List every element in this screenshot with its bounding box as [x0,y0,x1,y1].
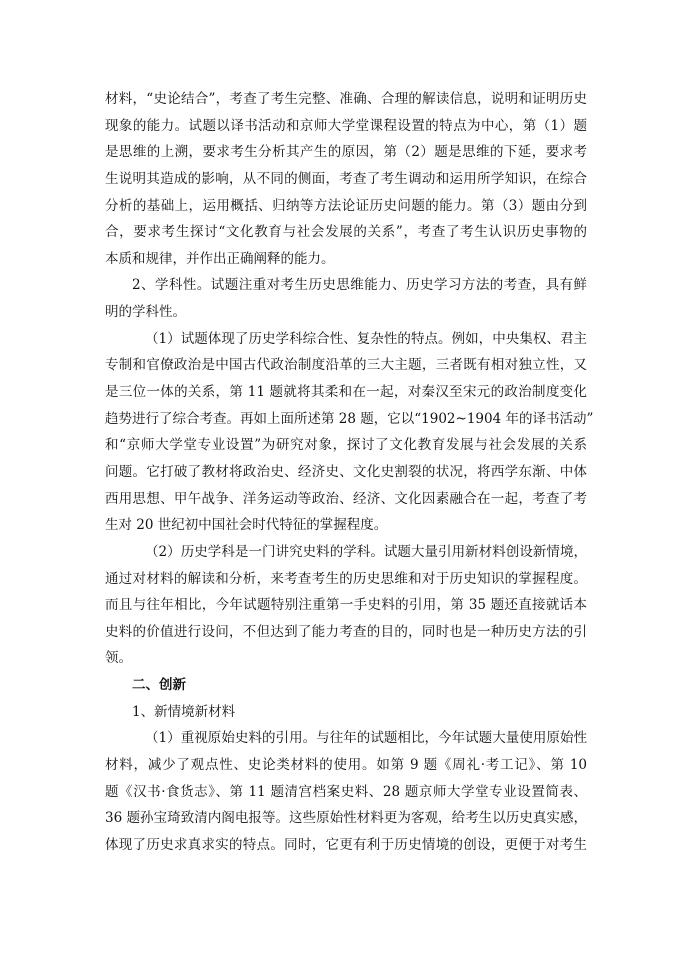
text-line: 材料，减少了观点性、史论类材料的使用。如第 9 题《周礼·考工记》、第 10 [105,757,587,774]
text-line: 领。 [105,650,132,667]
text-line: （2）历史学科是一门讲究史料的学科。试题大量引用新材料创设新情境， [145,543,587,560]
text-line: 现象的能力。试题以译书活动和京师大学堂课程设置的特点为中心，第（1）题 [105,117,587,134]
text-line: 西用思想、甲午战争、洋务运动等政治、经济、文化因素融合在一起，考查了考 [105,490,587,507]
text-line: 史料的价值进行设问，不但达到了能力考查的目的，同时也是一种历史方法的引 [105,623,587,640]
text-line: 是思维的上溯，要求考生分析其产生的原因，第（2）题是思维的下延，要求考 [105,144,587,161]
text-line: 明的学科性。 [105,304,186,321]
text-line: 生对 20 世纪初中国社会时代特征的掌握程度。 [105,517,388,534]
text-line: 是三位一体的关系，第 11 题就将其柔和在一起，对秦汉至宋元的政治制度变化 [105,384,587,401]
text-line: 体现了历史求真求实的特点。同时，它更有利于历史情境的创设，更便于对考生 [105,836,587,853]
text-line: 专制和官僚政治是中国古代政治制度沿革的三大主题，三者既有相对独立性，又 [105,357,587,374]
text-line: 2、学科性。试题注重对考生历史思维能力、历史学习方法的考查，具有鲜 [132,277,587,294]
text-line: 分析的基础上，运用概括、归纳等方法论证历史问题的能力。第（3）题由分到 [105,197,587,214]
text-line: 材料，“史论结合”，考查了考生完整、准确、合理的解读信息，说明和证明历史 [105,91,587,107]
text-line: 本质和规律，并作出正确阐释的能力。 [105,250,335,267]
section-heading: 二、创新 [132,677,186,694]
text-line: 36 题孙宝琦致清内阁电报等。这些原始性材料更为客观，给考生以历史真实感， [105,810,587,827]
text-line: （1）重视原始史料的引用。与往年的试题相比，今年试题大量使用原始性 [145,730,587,747]
text-line: 趋势进行了综合考查。再如上面所述第 28 题，它以“1902~1904 年的译书活动” [105,410,594,427]
text-line: 生说明其造成的影响，从不同的侧面，考查了考生调动和运用所学知识，在综合 [105,170,587,187]
text-line: 而且与往年相比，今年试题特别注重第一手史料的引用，第 35 题还直接就话本 [105,597,587,614]
document-page [105,86,594,859]
subsection-heading: 1、新情境新材料 [132,703,236,720]
text-line: 和“京师大学堂专业设置”为研究对象，探讨了文化教育发展与社会发展的关系 [105,437,587,454]
text-line: 通过对材料的解读和分析，来考查考生的历史思维和对于历史知识的掌握程度。 [105,570,587,587]
text-line: （1）试题体现了历史学科综合性、复杂性的特点。例如，中央集权、君主 [145,330,587,347]
text-line: 问题。它打破了教材将政治史、经济史、文化史割裂的状况，将西学东渐、中体 [105,463,587,480]
text-line: 合，要求考生探讨“文化教育与社会发展的关系”，考查了考生认识历史事物的 [105,224,587,241]
text-line: 题《汉书·食货志》、第 11 题清宫档案史料、28 题京师大学堂专业设置简表、 [105,783,587,800]
